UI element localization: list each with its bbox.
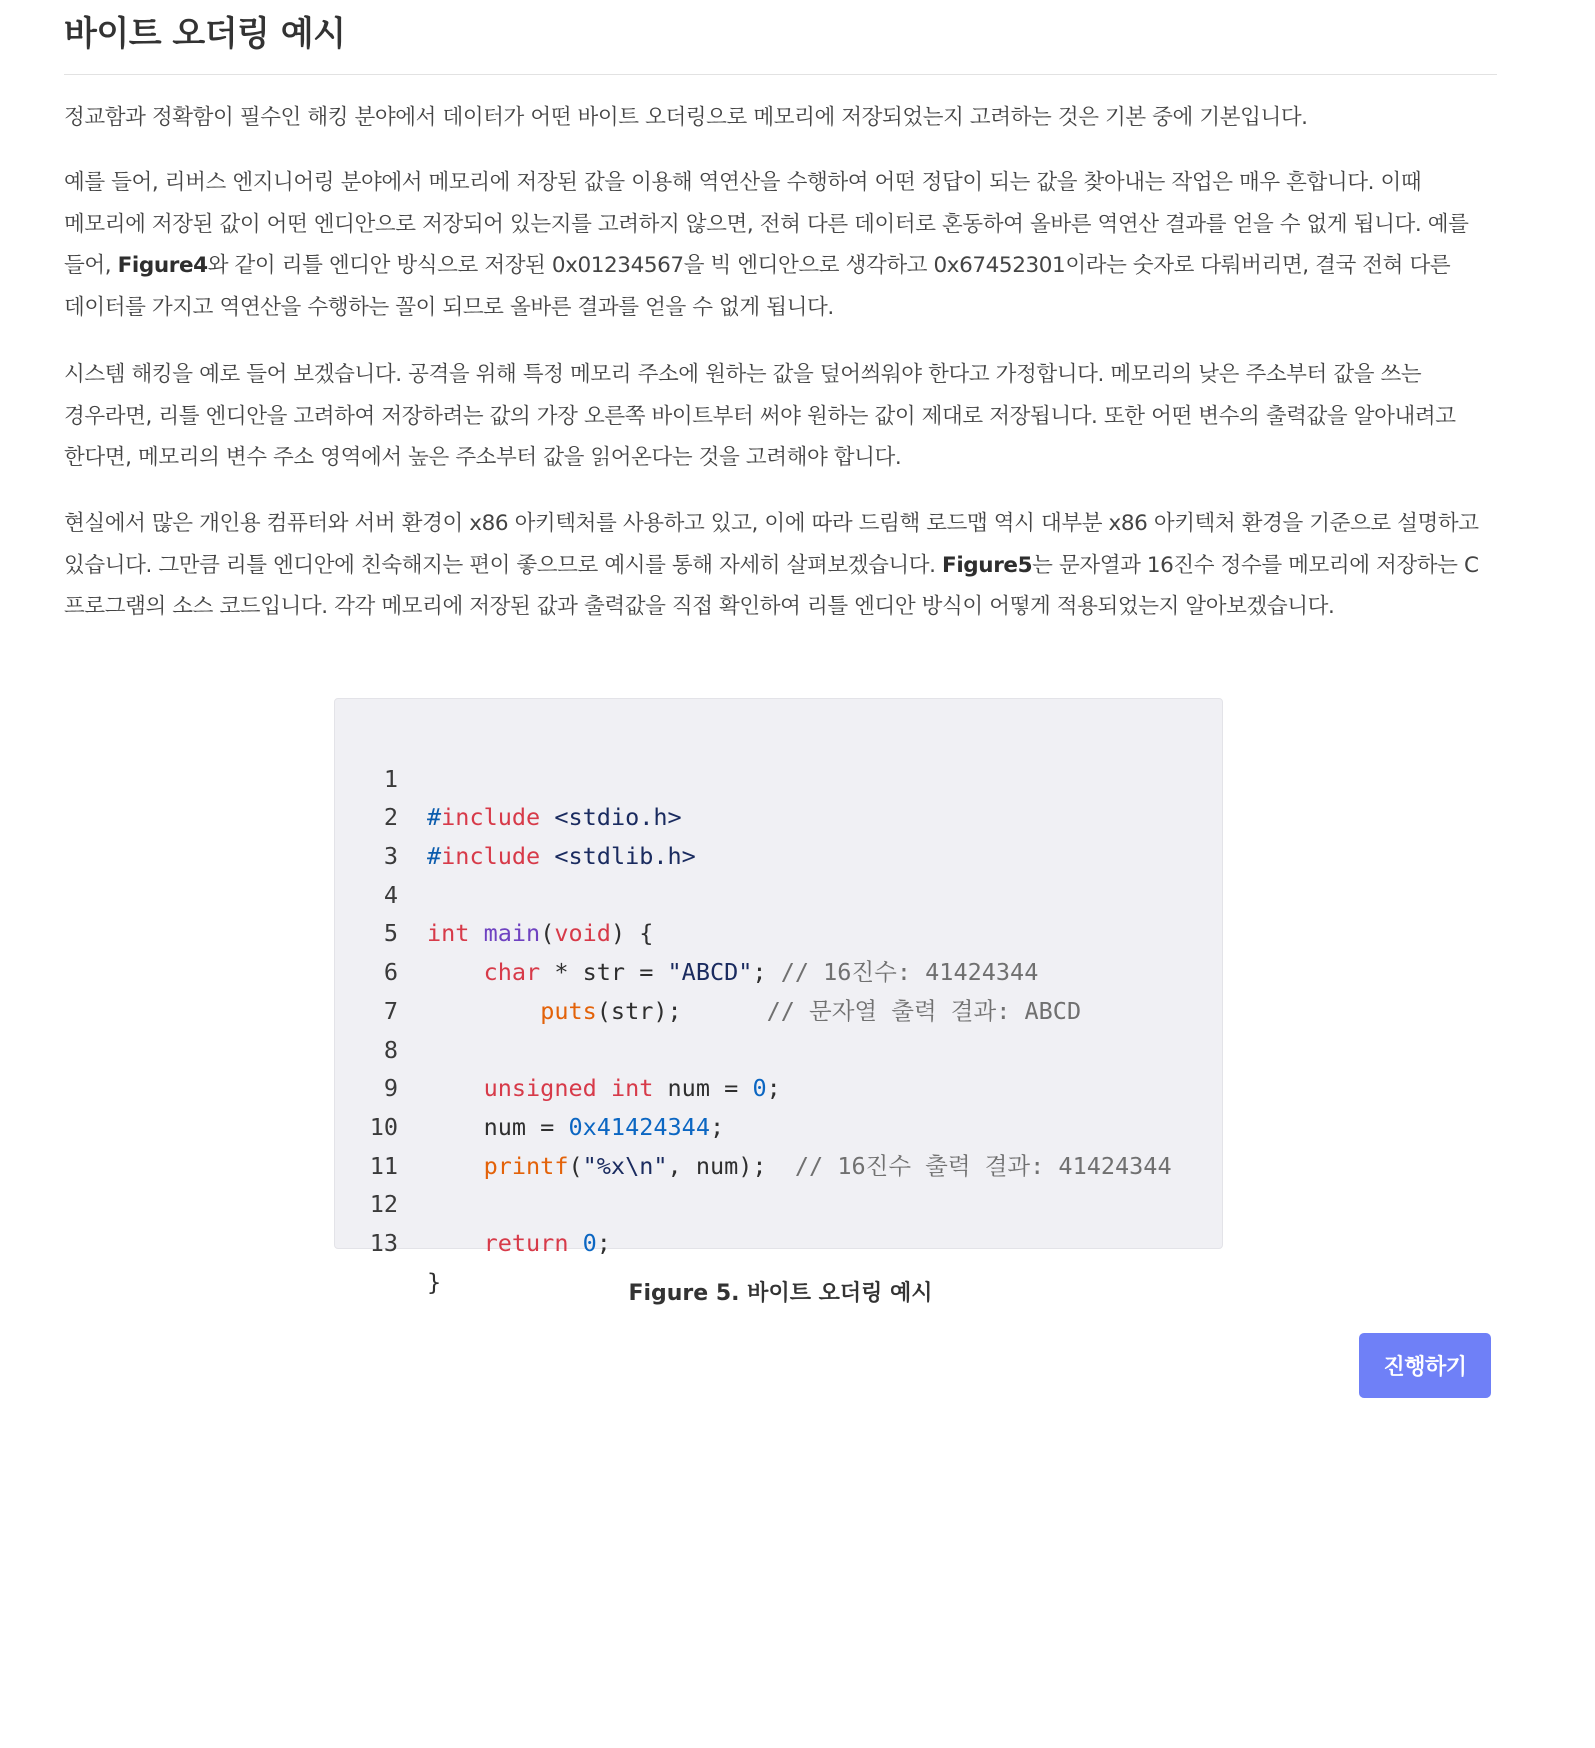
code-text: num = 0x41424344;: [483, 1112, 725, 1141]
line-number: 1: [383, 764, 398, 793]
line-number: 4: [383, 880, 398, 909]
line-number: 7: [383, 996, 398, 1025]
code-text: puts(str); // 문자열 출력 결과: ABCD: [540, 996, 1082, 1025]
line-number: 5: [383, 919, 398, 948]
paragraph-x86-context: [64, 503, 1497, 628]
line-number: 8: [383, 1035, 398, 1064]
line-number: 11: [369, 1151, 398, 1180]
line-number: 10: [369, 1112, 398, 1141]
code-text: return 0;: [483, 1228, 611, 1257]
code-line: [335, 992, 1222, 1103]
section-title: 바이트 오더링 예시: [64, 0, 1497, 75]
paragraph-system-hacking: 시스템 해킹을 예로 들어 보겠습니다. 공격을 위해 특정 메모리 주소에 원하는 값을 덮어씌워야 한다고 가정합니다. 메모리의 낮은 주소부터 값을 쓰는 경우라면, 리틀 엔디안을 고려하여 저장하려는 값의 가장 오른쪽 바이트부터 써야 원하는 값이 제대로 저장됩니다. 또한 어떤 변수의 출력값을 알아내려고 한다면, 메모리의 변수 주소 영역에서 높은 주소부터 값을 읽어온다는 것을 고려해야 합니다.: [64, 362, 1456, 470]
paragraph-text: 와 같이 리틀 엔디안 방식으로 저장된 0x01234567을 빅 엔디안으로 생각하고 0x67452301이라는 숫자로 다뤄버리면, 결국 전혀 다른 데이터를 가지고 역연산을 수행하는 꼴이 되므로 올바른 결과를 얻을 수 없게 됩니다.: [64, 253, 1451, 320]
line-number: 6: [383, 958, 398, 987]
code-text: }: [427, 1267, 442, 1296]
paragraph-intro: 정교함과 정확함이 필수인 해킹 분야에서 데이터가 어떤 바이트 오더링으로 메모리에 저장되었는지 고려하는 것은 기본 중에 기본입니다.: [64, 105, 1308, 130]
code-line: [335, 837, 1222, 948]
code-text: #include <stdio.h>: [427, 803, 682, 832]
proceed-button[interactable]: 진행하기: [1359, 1333, 1491, 1398]
code-text: unsigned int num = 0;: [483, 1074, 781, 1103]
code-text: int main(void) {: [427, 919, 654, 948]
line-number: 9: [383, 1074, 398, 1103]
line-number: 12: [369, 1190, 398, 1219]
line-number: 2: [383, 803, 398, 832]
paragraph-text: 현실에서 많은 개인용 컴퓨터와 서버 환경이 x86 아키텍처를 사용하고 있고, 이에 따라 드림핵 로드맵 역시 대부분 x86 아키텍처 환경을 기준으로 설명하고 있습니다. 그만큼 리틀 엔디안에 친숙해지는 편이 좋으므로 예시를 통해 자세히 살펴보겠습니다.: [64, 511, 1479, 578]
paragraph-text: 는 문자열과 16진수 정수를 메모리에 저장하는 C 프로그램의 소스 코드입니다. 각각 메모리에 저장된 값과 출력값을 직접 확인하여 리틀 엔디안 방식이 어떻게 적용되었는지 알아보겠습니다.: [64, 552, 1479, 619]
paragraph-reversing-example: [64, 162, 1497, 328]
code-line: [335, 721, 1222, 832]
lesson-page: [64, 0, 1497, 1380]
line-number: 3: [383, 842, 398, 871]
code-text: #include <stdlib.h>: [427, 842, 696, 871]
figure5-reference: Figure5: [942, 552, 1033, 578]
figure4-reference: Figure4: [117, 253, 208, 278]
code-text: printf("%x\n", num); // 16진수 출력 결과: 41424344: [483, 1151, 1172, 1180]
paragraph-text: 예를 들어, 리버스 엔지니어링 분야에서 메모리에 저장된 값을 이용해 역연산을 수행하여 어떤 정답이 되는 값을 찾아내는 작업은 매우 흔합니다. 이때 메모리에 저장된 값이 어떤 엔디안으로 저장되어 있는지를 고려하지 않으면, 전혀 다른 데이터로 혼동하여 올바른 역연산 결과를 얻을 수 없게 됩니다. 예를 들어,: [64, 170, 1469, 278]
code-text: char * str = "ABCD"; // 16진수: 41424344: [483, 958, 1039, 987]
line-number: 13: [369, 1228, 398, 1257]
figure-caption: Figure 5. 바이트 오더링 예시: [628, 1281, 933, 1306]
